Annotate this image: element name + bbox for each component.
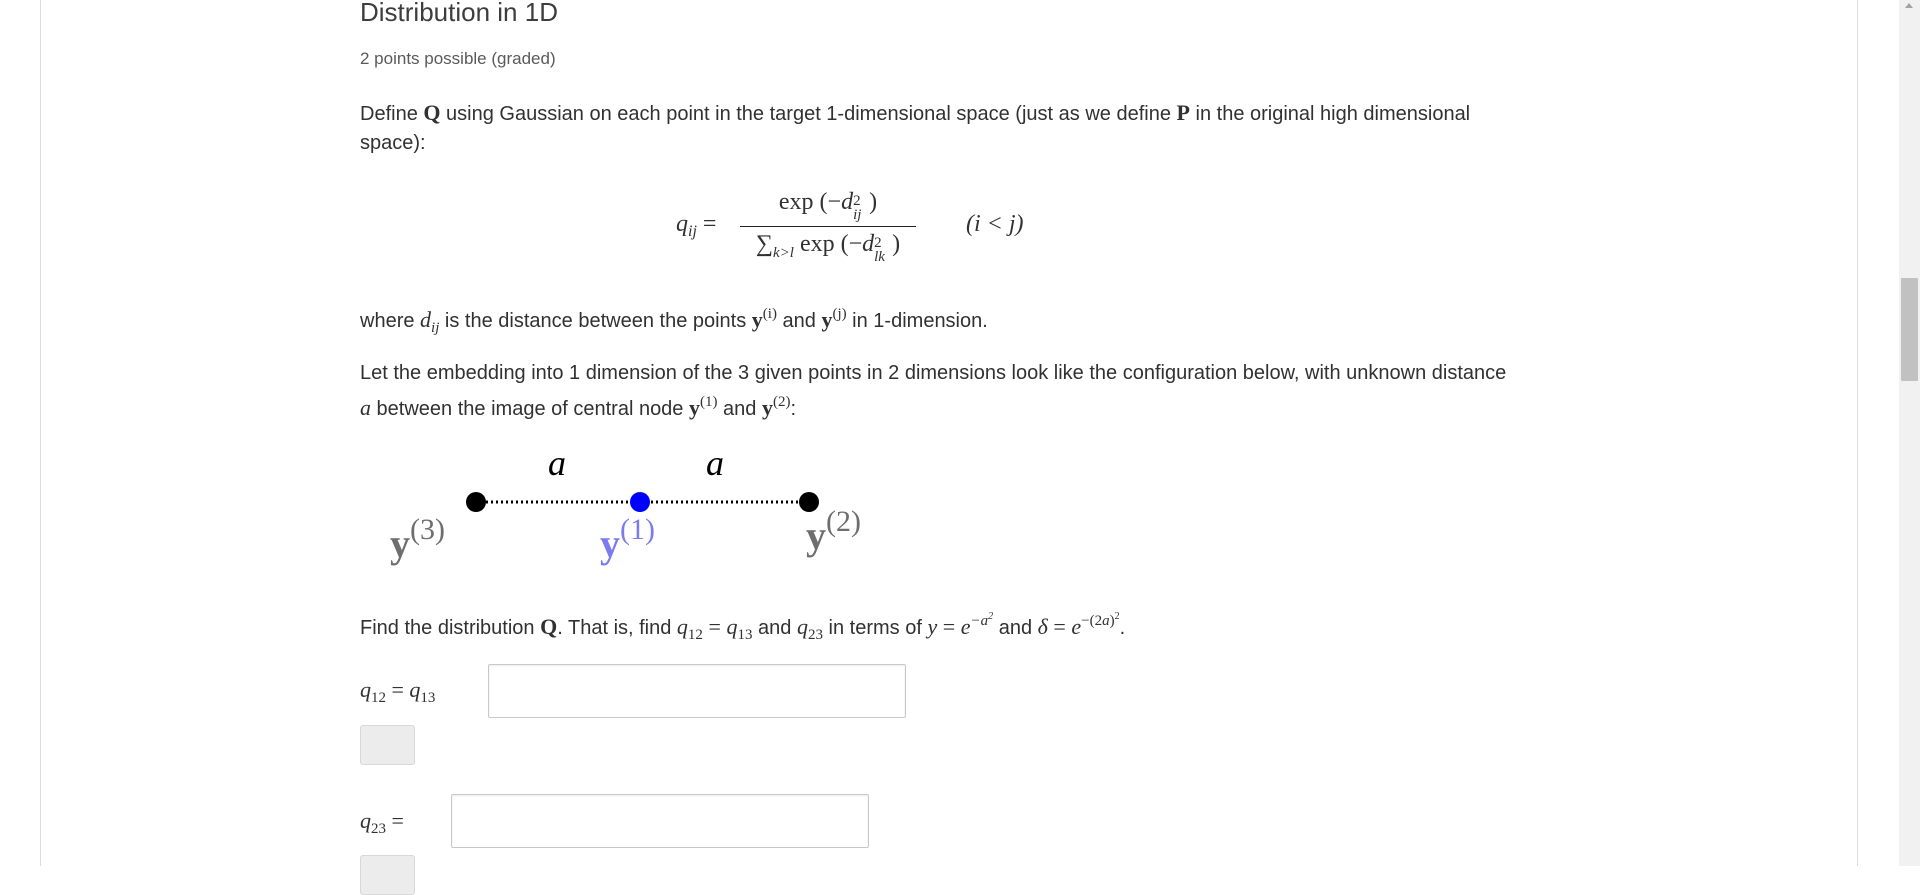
q12-label: $q_{12} = q_{13}$ — [360, 677, 436, 706]
q23-answer-input[interactable] — [451, 794, 869, 848]
intro-paragraph: Define Q using Gaussian on each point in the target 1-dimensional space (just as we define P in the original high dimensional space): — [360, 100, 1471, 154]
page-scrollbar[interactable] — [1899, 0, 1920, 866]
label-y1: $y^{(1)}$ — [600, 513, 655, 566]
node-y3 — [466, 492, 486, 512]
gap-label-right: a — [706, 445, 724, 483]
q12-status-indicator — [360, 725, 415, 765]
problem-title: Distribution in 1D — [360, 0, 558, 27]
find-paragraph: Find the distribution Q. That is, find $q_{12} = q_{13}$ and $q_{23}$ in terms of $y = e^{-a^2}$ and $\delta = e^{-(2a)^2}$. — [360, 611, 1126, 643]
left-gutter — [0, 0, 41, 866]
label-y3: $y^{(3)}$ — [390, 513, 445, 566]
scroll-thumb[interactable] — [1901, 278, 1918, 381]
node-y2 — [799, 492, 819, 512]
where-paragraph: where $d_{ij}$ is the distance between the points $y^{(i)}$ and $y^{(j)}$ in 1-dimension. — [360, 306, 988, 336]
scroll-up-arrow-icon[interactable] — [1905, 3, 1913, 8]
q23-label: $q_{23}$ = — [360, 808, 404, 837]
q12-answer-input[interactable] — [488, 664, 906, 718]
embedding-paragraph: Let the embedding into 1 dimension of the 3 given points in 2 dimensions look like the configuration below, with unknown distance a between the image of central node $y^{(1)}$ and $y^{(2)}$: — [360, 362, 1507, 420]
points-possible: 2 points possible (graded) — [360, 49, 556, 68]
label-y2: $y^{(2)}$ — [806, 505, 861, 558]
gap-label-left: a — [548, 445, 566, 483]
embedding-diagram — [380, 445, 920, 575]
q-formula: $q_{ij}$ = exp (−d 2 ij ) $\sum_{k>l}$ exp (−d 2 lk ) (i < j) — [676, 189, 1024, 265]
node-y1 — [630, 492, 650, 512]
right-gutter — [1857, 0, 1900, 866]
q23-status-indicator — [360, 855, 415, 895]
